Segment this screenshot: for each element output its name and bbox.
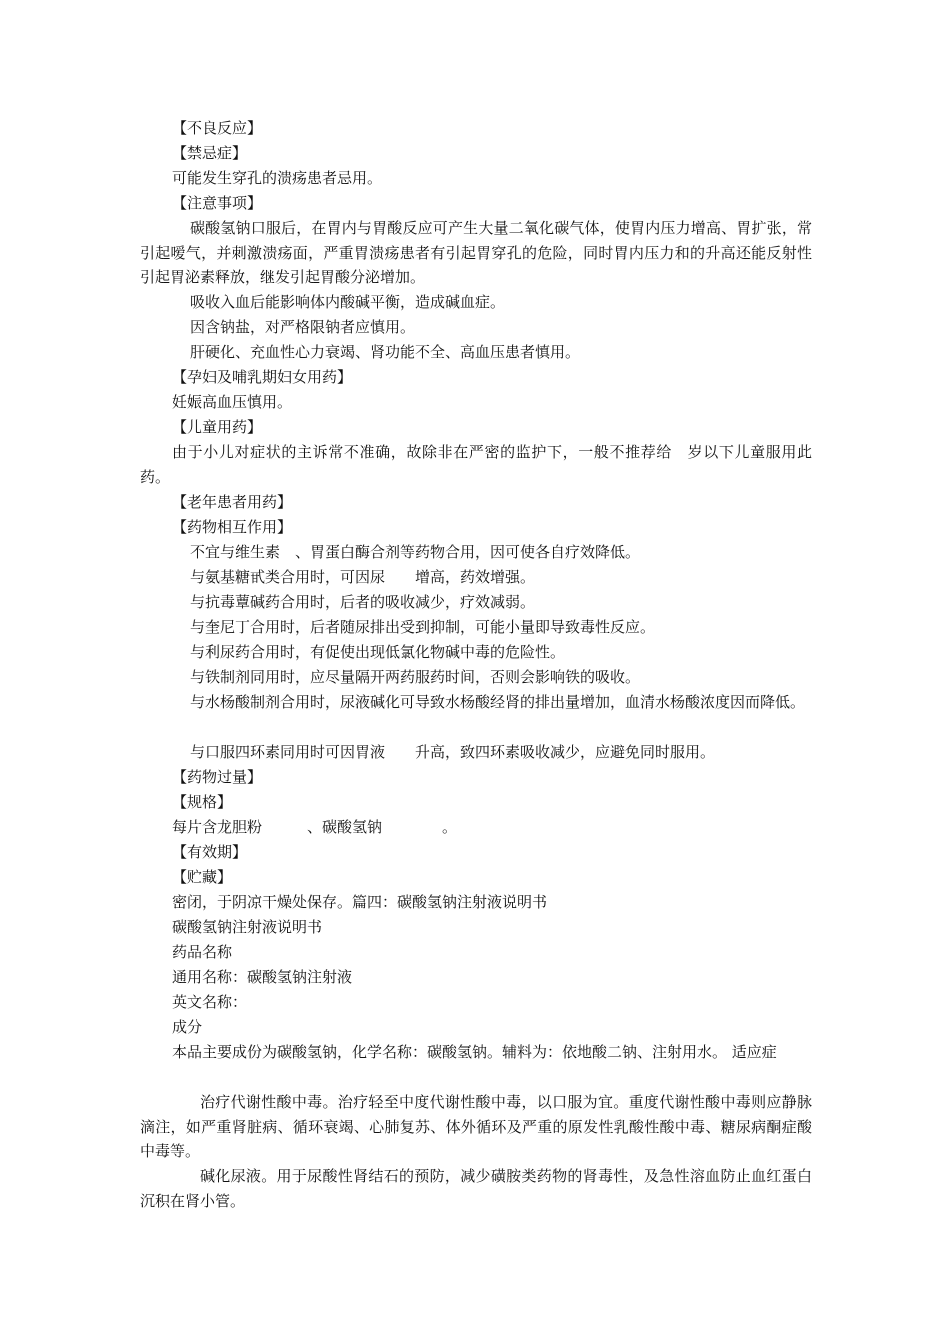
text-interaction-iron: 与铁制剂同用时，应尽量隔开两药服药时间，否则会影响铁的吸收。	[190, 668, 641, 686]
text-interaction-aminoglycoside: 与氨基糖甙类合用时，可因尿 增高，药效增强。	[190, 568, 536, 586]
text-english-name: 英文名称：	[172, 993, 248, 1011]
text-interaction-diuretic: 与利尿药合用时，有促使出现低氯化物碱中毒的危险性。	[190, 643, 566, 661]
heading-adverse-reactions: 【不良反应】	[172, 119, 263, 137]
text-precaution-cirrhosis: 肝硬化、充血性心力衰竭、肾功能不全、高血压患者慎用。	[190, 343, 581, 361]
heading-elderly: 【老年患者用药】	[172, 493, 293, 511]
text-precaution-sodium: 因含钠盐，对严格限钠者应慎用。	[190, 318, 416, 336]
heading-overdose: 【药物过量】	[172, 768, 263, 786]
heading-interactions: 【药物相互作用】	[172, 518, 293, 536]
heading-storage: 【贮藏】	[172, 868, 233, 886]
paragraph-indication-acidosis: 治疗代谢性酸中毒。治疗轻至中度代谢性酸中毒，以口服为宜。重度代谢性酸中毒则应静脉滴注，如严重肾脏病、循环衰竭、心肺复苏、体外循环及严重的原发性乳酸性酸中毒、糖尿病酮症酸中毒等。	[140, 1093, 812, 1160]
heading-drug-name: 药品名称	[172, 943, 233, 961]
title-injection-leaflet: 碳酸氢钠注射液说明书	[172, 918, 323, 936]
heading-pregnancy: 【孕妇及哺乳期妇女用药】	[172, 368, 353, 386]
text-pregnancy: 妊娠高血压慎用。	[172, 393, 293, 411]
heading-contraindications: 【禁忌症】	[172, 144, 248, 162]
heading-precautions: 【注意事项】	[172, 194, 263, 212]
text-precaution-alkalosis: 吸收入血后能影响体内酸碱平衡，造成碱血症。	[190, 293, 506, 311]
text-storage: 密闭，于阴凉干燥处保存。篇四：碳酸氢钠注射液说明书	[172, 893, 548, 911]
paragraph-precaution-gastric: 碳酸氢钠口服后，在胃内与胃酸反应可产生大量二氧化碳气体，使胃内压力增高、胃扩张，常引起嗳气，并刺激溃疡面，严重胃溃疡患者有引起胃穿孔的危险，同时胃内压力和的升高还能反射性引起胃泌素释放，继发引起胃酸分泌增加。	[140, 219, 812, 286]
paragraph-indication-urine: 碱化尿液。用于尿酸性肾结石的预防，减少磺胺类药物的肾毒性，及急性溶血防止血红蛋白沉积在肾小管。	[140, 1167, 812, 1210]
text-interaction-vitamin: 不宜与维生素 、胃蛋白酶合剂等药物合用，因可使各自疗效降低。	[190, 543, 641, 561]
text-interaction-tetracycline: 与口服四环素同用时可因胃液 升高，致四环素吸收减少，应避免同时服用。	[190, 743, 716, 761]
heading-shelf-life: 【有效期】	[172, 843, 248, 861]
text-specification: 每片含龙胆粉 、碳酸氢钠 。	[172, 818, 458, 836]
paragraph-interaction-salicylate: 与水杨酸制剂合用时，尿液碱化可导致水杨酸经肾的排出量增加，血清水杨酸浓度因而降低。	[190, 693, 806, 711]
heading-specification: 【规格】	[172, 793, 233, 811]
text-interaction-quinidine: 与奎尼丁合用时，后者随尿排出受到抑制，可能小量即导致毒性反应。	[190, 618, 656, 636]
heading-children: 【儿童用药】	[172, 418, 263, 436]
paragraph-children: 由于小儿对症状的主诉常不准确，故除非在严密的监护下，一般不推荐给 岁以下儿童服用此药。	[140, 443, 812, 486]
text-interaction-antimuscarinic: 与抗毒蕈碱药合用时，后者的吸收减少，疗效减弱。	[190, 593, 536, 611]
paragraph-composition: 本品主要成份为碳酸氢钠，化学名称：碳酸氢钠。辅料为：依地酸二钠、注射用水。 适应症	[172, 1043, 777, 1061]
text-generic-name: 通用名称：碳酸氢钠注射液	[172, 968, 353, 986]
text-contraindication: 可能发生穿孔的溃疡患者忌用。	[172, 169, 383, 187]
heading-composition: 成分	[172, 1018, 203, 1036]
